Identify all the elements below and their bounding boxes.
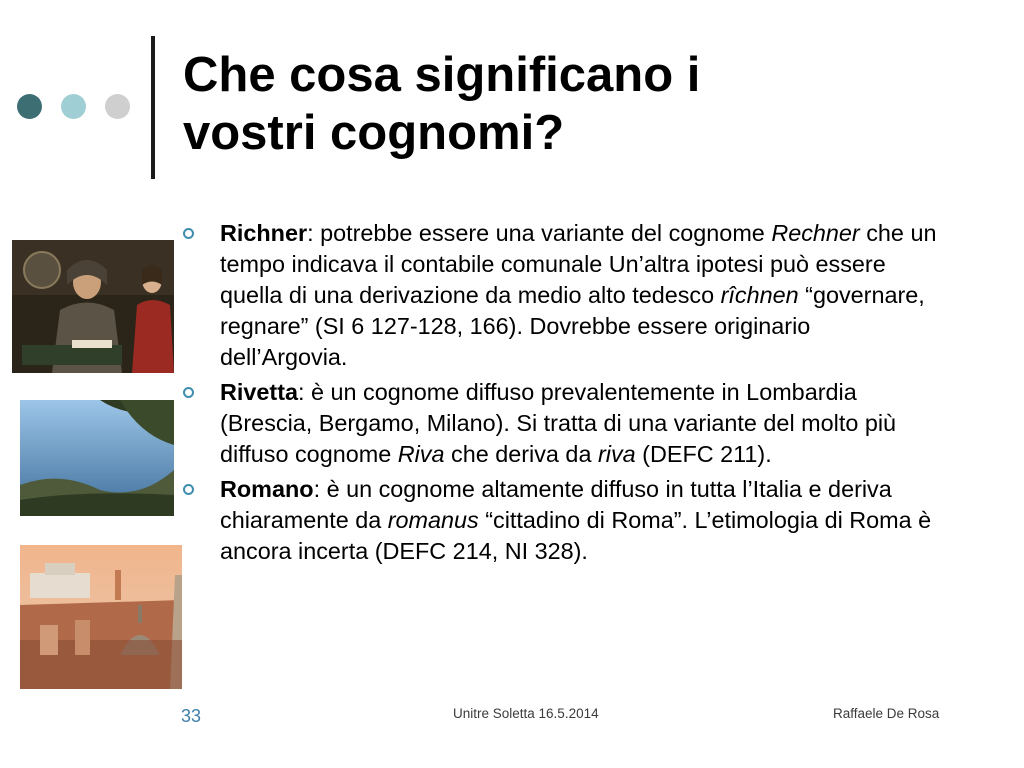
bullet-text: : è un cognome altamente diffuso in tutta l’Italia e deriva chiaramente da: [220, 476, 892, 533]
italic-term: riva: [597, 441, 636, 467]
bullet-circle-icon: [183, 387, 194, 398]
bullet-text: “cittadino di Roma”. L’etimologia di Roma è ancora incerta (DEFC 214, NI 328).: [220, 507, 932, 564]
bullet-list: [183, 218, 943, 571]
footer-author: Raffaele De Rosa: [833, 706, 940, 721]
bullet-text: : potrebbe essere una variante del cognome: [307, 220, 772, 246]
slide-title: [183, 46, 983, 162]
italic-term: Rechner: [771, 220, 860, 246]
decorative-dot-light: [61, 94, 86, 119]
bullet-circle-icon: [183, 228, 194, 239]
decorative-dot-dark: [17, 94, 42, 119]
bullet-text: : è un cognome diffuso prevalentemente in Lombardia (Brescia, Bergamo, Milano). Si tratta di una variante del molto più diffuso cognome: [220, 379, 897, 467]
bullet-circle-icon: [183, 484, 194, 495]
italic-term: rîchnen: [720, 282, 799, 308]
surname: Romano: [220, 476, 314, 502]
bullet-text: (DEFC 211).: [635, 441, 772, 467]
decorative-dot-grey: [105, 94, 130, 119]
footer-event: Unitre Soletta 16.5.2014: [453, 706, 599, 721]
italic-term: Riva: [397, 441, 445, 467]
bullet-item: [183, 377, 943, 470]
slide-title-line-2: vostri cognomi?: [183, 106, 565, 160]
bullet-item: [183, 474, 943, 567]
slide-title-line-1: Che cosa significano i: [183, 48, 701, 102]
portrait-image: [12, 240, 174, 373]
italic-term: romanus: [387, 507, 479, 533]
rome-cityscape-image: [20, 545, 182, 689]
bullet-text: che deriva da: [444, 441, 598, 467]
title-divider-line: [151, 36, 155, 179]
bullet-text: “governare, regnare” (SI 6 127-128, 166). Dovrebbe essere originario dell’Argovia.: [220, 282, 925, 370]
surname: Rivetta: [220, 379, 298, 405]
lake-image: [20, 400, 174, 516]
bullet-text: che un tempo indicava il contabile comunale Un’altra ipotesi può essere quella di una derivazione da medio alto tedesco: [220, 220, 937, 308]
slide-number: 33: [181, 706, 202, 726]
surname: Richner: [220, 220, 308, 246]
bullet-item: [183, 218, 943, 373]
